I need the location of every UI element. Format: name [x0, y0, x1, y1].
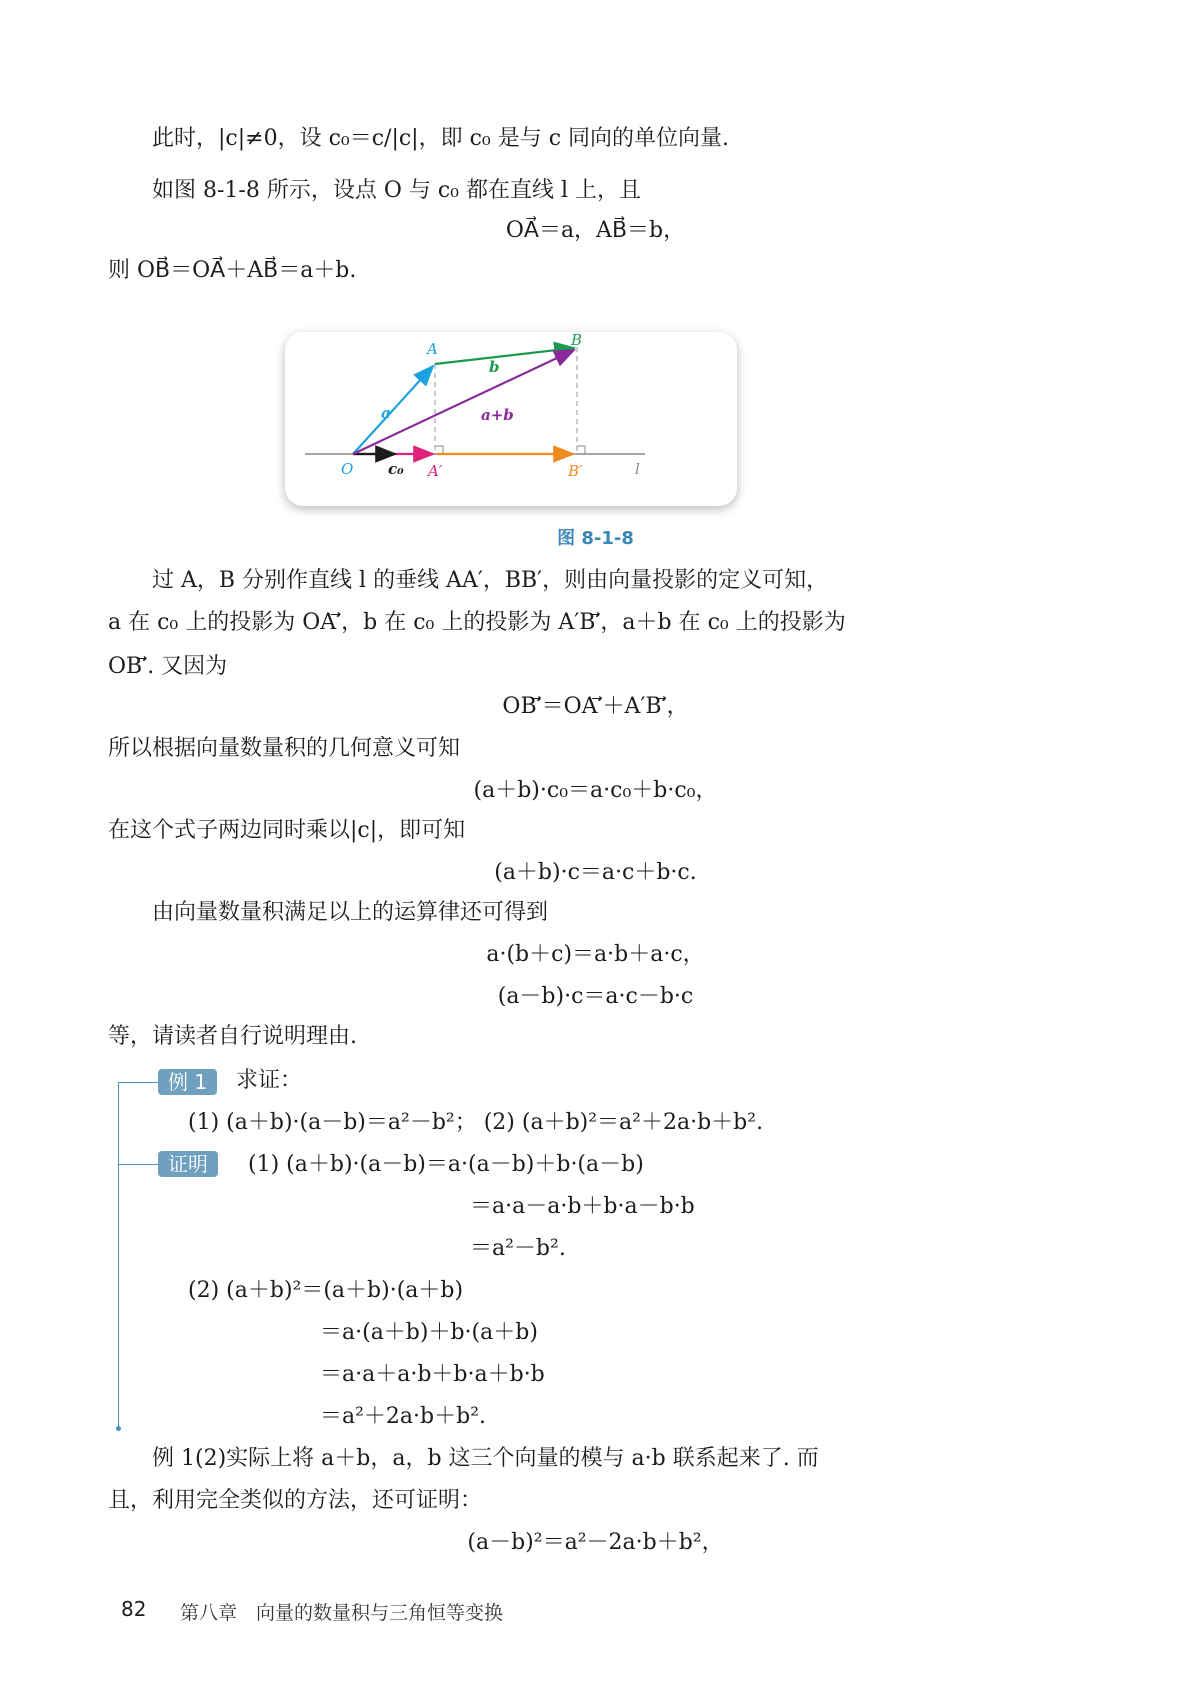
- vector-a-plus-b-arrow: [353, 350, 574, 454]
- text-line: 所以根据向量数量积的几何意义可知: [108, 736, 461, 761]
- label-O: O: [341, 460, 354, 478]
- text-line: 等，请读者自行说明理由.: [108, 1024, 357, 1049]
- text-line: 则 OB⃗＝OA⃗＋AB⃗＝a＋b.: [108, 258, 357, 283]
- text-line: ＝a·a－a·b＋b·a－b·b: [470, 1194, 695, 1219]
- text-line: OB′⃗. 又因为: [108, 654, 228, 679]
- right-angle-mark: [577, 446, 585, 454]
- text-line: 在这个式子两边同时乘以|c|，即可知: [108, 818, 466, 843]
- equation: OA⃗＝a，AB⃗＝b，: [505, 218, 686, 243]
- equation: a·(b＋c)＝a·b＋a·c，: [486, 942, 705, 967]
- text-line: (2) (a＋b)²＝(a＋b)·(a＋b): [188, 1278, 464, 1303]
- label-a: a: [381, 404, 391, 422]
- label-c0: c₀: [388, 460, 404, 478]
- label-b: b: [489, 358, 500, 376]
- vector-diagram: [285, 332, 737, 506]
- label-A-prime: A′: [428, 462, 443, 480]
- chapter-title: 第八章 向量的数量积与三角恒等变换: [180, 1602, 504, 1624]
- page-number: 82: [121, 1597, 147, 1621]
- example-end-dot: [116, 1426, 121, 1431]
- equation: (a＋b)·c₀＝a·c₀＋b·c₀，: [473, 778, 718, 803]
- text-line: ＝a·(a＋b)＋b·(a＋b): [320, 1320, 538, 1345]
- right-angle-mark: [435, 446, 443, 454]
- figure-caption: 图 8-1-8: [557, 528, 634, 549]
- text-line: 由向量数量积满足以上的运算律还可得到: [152, 900, 549, 925]
- text-line: 此时，|c|≠0，设 c₀＝c/|c|，即 c₀ 是与 c 同向的单位向量.: [152, 126, 730, 151]
- example-badge: 例 1: [158, 1069, 217, 1095]
- text-line: 过 A，B 分别作直线 l 的垂线 AA′，BB′，则由向量投影的定义可知，: [152, 568, 829, 593]
- label-B-prime: B′: [568, 462, 583, 480]
- text-line: ＝a·a＋a·b＋b·a＋b·b: [320, 1362, 545, 1387]
- vector-a-arrow: [353, 366, 433, 454]
- equation: (a－b)²＝a²－2a·b＋b²，: [467, 1530, 724, 1555]
- vector-b-arrow: [435, 348, 574, 364]
- text-line: a 在 c₀ 上的投影为 OA′⃗，b 在 c₀ 上的投影为 A′B′⃗，a＋b 在 c₀ 上的投影为: [108, 610, 846, 635]
- equation: (a－b)·c＝a·c－b·c: [497, 984, 694, 1009]
- example-sidebar-line: [118, 1082, 119, 1430]
- equation: OB′⃗＝OA′⃗＋A′B′⃗，: [502, 694, 689, 719]
- text-line: ＝a²＋2a·b＋b².: [320, 1404, 487, 1429]
- text-line: (1) (a＋b)·(a－b)＝a·(a－b)＋b·(a－b): [248, 1152, 644, 1177]
- proof-connector: [118, 1164, 158, 1165]
- text-line: 如图 8-1-8 所示，设点 O 与 c₀ 都在直线 l 上，且: [152, 178, 642, 203]
- text-line: ＝a²－b².: [470, 1236, 566, 1261]
- equation: (a＋b)·c＝a·c＋b·c.: [494, 860, 697, 885]
- text-line: 且，利用完全类似的方法，还可证明：: [108, 1488, 483, 1513]
- example-connector: [118, 1082, 158, 1083]
- label-a-plus-b: a+b: [481, 406, 514, 424]
- text-line: 求证：: [236, 1068, 303, 1093]
- text-line: 例 1(2)实际上将 a＋b，a，b 这三个向量的模与 a·b 联系起来了. 而: [152, 1446, 819, 1471]
- text-line: (1) (a＋b)·(a－b)＝a²－b²； (2) (a＋b)²＝a²＋2a·b＋b².: [188, 1110, 764, 1135]
- label-l: l: [635, 460, 640, 478]
- proof-badge: 证明: [158, 1151, 218, 1177]
- label-A: A: [427, 340, 438, 358]
- label-B: B: [571, 332, 583, 349]
